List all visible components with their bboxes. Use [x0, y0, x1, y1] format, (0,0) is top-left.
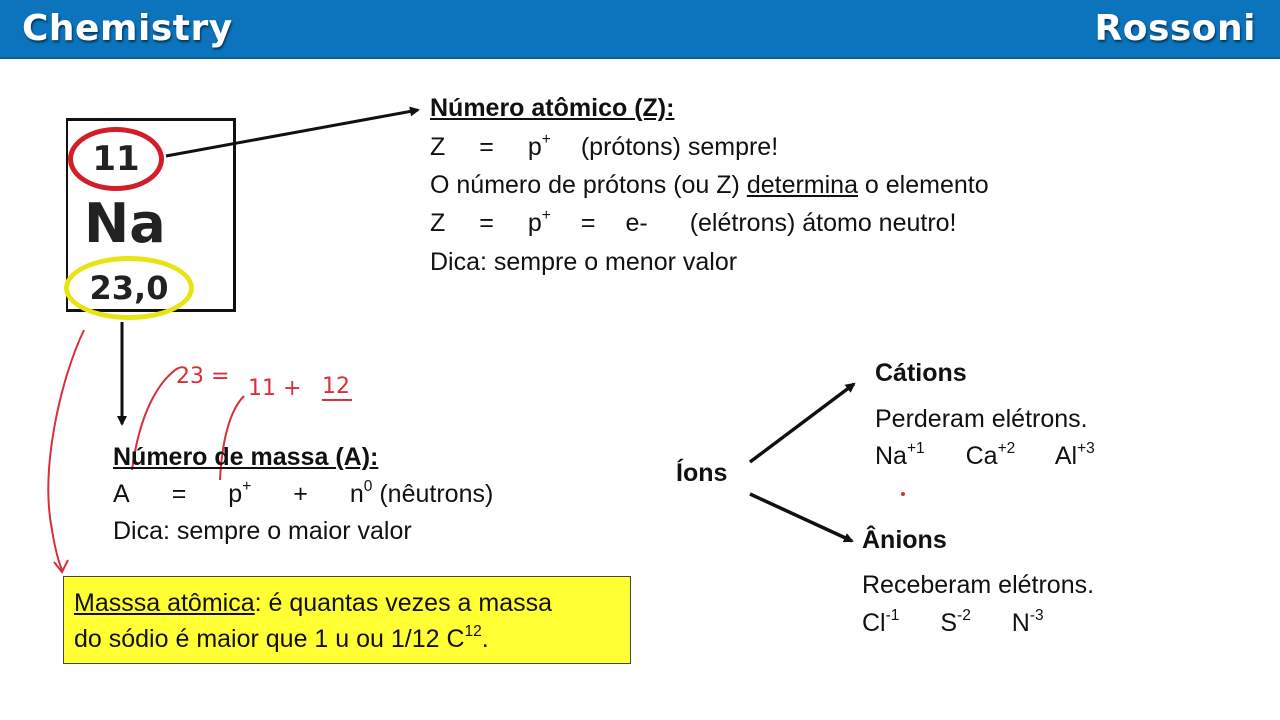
anions-title: Ânions	[862, 526, 947, 554]
cation-ca: $Ca^{+2}$	[965, 440, 1016, 470]
author-title: Rossoni	[1094, 8, 1256, 49]
anions-description: Receberam elétrons.	[862, 571, 1095, 599]
handwritten-mass-value: 23 =	[176, 364, 230, 389]
cation-al: $Al^{+3}$	[1054, 440, 1095, 470]
mass-number-heading: Número de massa (A):	[113, 443, 379, 471]
atomic-number-value: 11	[92, 139, 140, 179]
atomic-mass-note-line-1: Masssa atômica: é quantas vezes a massa	[74, 589, 553, 617]
cations-title: Cátions	[875, 359, 967, 387]
atomic-number-line-2: O número de prótons (ou Z) determina o elemento	[430, 171, 989, 199]
ions-label: Íons	[676, 459, 728, 487]
mass-number-line-1: $A = p^+ + n^0$ (nêutrons)	[113, 478, 494, 508]
red-dot	[901, 492, 905, 496]
anion-s: $S^{-2}$	[940, 607, 971, 637]
anions-examples	[862, 609, 1044, 638]
atomic-mass-note	[63, 576, 631, 664]
handwritten-neutrons: 12	[322, 374, 350, 399]
hand-arc-left	[48, 330, 84, 570]
mass-number-tip: Dica: sempre o maior valor	[113, 517, 412, 545]
arrow-to-cations	[750, 384, 854, 462]
cations-description: Perderam elétrons.	[875, 405, 1088, 433]
atomic-number-line-3: Z = p+ = e- (elétrons) átomo neutro!	[430, 207, 957, 237]
atomic-mass-note-line-2: do sódio é maior que 1 u ou 1/12 $C^{12}$.	[74, 623, 489, 653]
cations-examples	[875, 442, 1095, 471]
atomic-number-line-1: Z = p+ (prótons) sempre!	[430, 131, 779, 161]
atomic-mass-value: 23,0	[89, 269, 169, 307]
anion-cl: $Cl^{-1}$	[862, 607, 900, 637]
arrow-to-anions	[750, 494, 852, 541]
cation-na: $Na^{+1}$	[875, 440, 925, 470]
anion-n: $N^{-3}$	[1011, 607, 1044, 637]
handwritten-protons: 11 +	[248, 376, 302, 401]
subject-title: Chemistry	[22, 8, 233, 49]
arrow-to-atomic-number	[166, 110, 418, 156]
atomic-number-heading: Número atômico (Z):	[430, 94, 675, 122]
element-symbol: Na	[84, 192, 166, 255]
atomic-number-tip: Dica: sempre o menor valor	[430, 248, 738, 276]
